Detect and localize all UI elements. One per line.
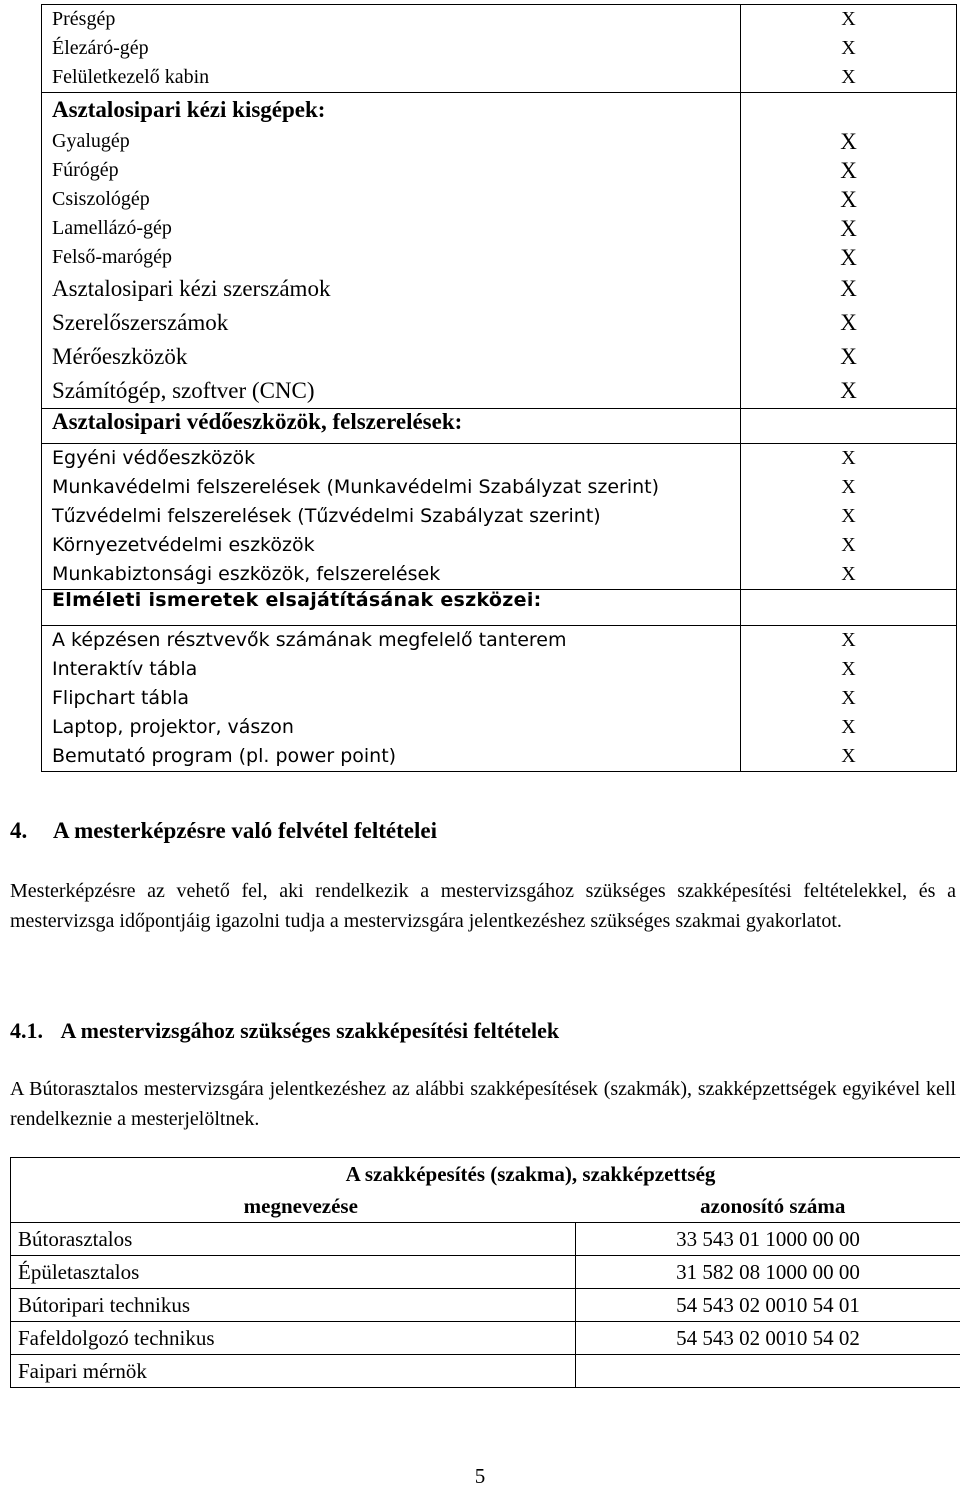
- column-header-name: megnevezése: [243, 1194, 358, 1218]
- equipment-item: Élezáró-gép: [52, 37, 149, 59]
- small-tools-header: Asztalosipari kézi kisgépek:: [52, 97, 326, 122]
- qualification-name: Épületasztalos: [11, 1256, 576, 1289]
- qualification-id: 54 543 02 0010 54 01: [576, 1289, 960, 1322]
- equipment-item: Asztalosipari kézi szerszámok: [52, 276, 331, 301]
- equipment-item: Bemutató program (pl. power point): [52, 745, 397, 767]
- check-mark: X: [840, 344, 857, 369]
- check-mark: X: [841, 629, 856, 651]
- equipment-item: Interaktív tábla: [52, 658, 198, 680]
- table-row: [11, 1223, 960, 1256]
- group4-items: [42, 626, 741, 772]
- section-4-heading: [10, 818, 437, 844]
- group2-items: [42, 93, 741, 409]
- equipment-item: Egyéni védőeszközök: [52, 447, 256, 469]
- equipment-item: Csiszológép: [52, 188, 150, 210]
- qualification-id: 33 543 01 1000 00 00: [576, 1223, 960, 1256]
- check-mark: X: [841, 476, 856, 498]
- check-mark: X: [840, 129, 857, 154]
- section-title: A mesterképzésre való felvétel feltételei: [53, 818, 437, 843]
- group2-marks: [741, 93, 957, 409]
- check-mark: X: [841, 66, 856, 88]
- page-number: 5: [474, 1464, 486, 1488]
- equipment-item: Flipchart tábla: [52, 687, 190, 709]
- qualification-id: 54 543 02 0010 54 02: [576, 1322, 960, 1355]
- equipment-item: Présgép: [52, 8, 116, 30]
- header-line: A szakképesítés (szakma), szakképzettség: [345, 1162, 716, 1186]
- check-mark: X: [841, 716, 856, 738]
- equipment-item: Fúrógép: [52, 159, 119, 181]
- equipment-item: Szerelőszerszámok: [52, 310, 229, 335]
- table-row: [11, 1322, 960, 1355]
- qualification-name: Bútoripari technikus: [11, 1289, 576, 1322]
- equipment-item: Lamellázó-gép: [52, 217, 172, 239]
- check-mark: X: [841, 447, 856, 469]
- equipment-item: Munkabiztonsági eszközök, felszerelések: [52, 563, 441, 585]
- column-header-id: azonosító száma: [700, 1194, 846, 1218]
- qualification-table: [10, 1157, 960, 1388]
- table-row: [11, 1256, 960, 1289]
- group3-items: [42, 444, 741, 590]
- check-mark: X: [841, 687, 856, 709]
- check-mark: X: [840, 245, 857, 270]
- section-number: 4.1.: [10, 1018, 43, 1043]
- equipment-item: Környezetvédelmi eszközök: [52, 534, 315, 556]
- equipment-item: Mérőeszközök: [52, 344, 188, 369]
- check-mark: X: [841, 658, 856, 680]
- section-4-1-paragraph: A Bútorasztalos mestervizsgára jelentkezéshez az alábbi szakképesítések (szakmák), szakképzettségek egyikével kell rendelkeznie a mesterjelöltnek.: [10, 1078, 956, 1130]
- section-number: 4.: [10, 818, 28, 843]
- qualification-id: 31 582 08 1000 00 00: [576, 1256, 960, 1289]
- equipment-item: Gyalugép: [52, 130, 130, 152]
- check-mark: X: [840, 276, 857, 301]
- equipment-item: Felső-marógép: [52, 246, 172, 268]
- qualification-name: Fafeldolgozó technikus: [11, 1322, 576, 1355]
- table-row: [11, 1355, 960, 1388]
- section-4-1-heading: [10, 1018, 559, 1044]
- check-mark: X: [840, 216, 857, 241]
- section-4-paragraph: Mesterképzésre az vehető fel, aki rendelkezik a mestervizsgához szükséges szakképesítési feltételekkel, és a mestervizsga időpontjáig igazolni tudja a mestervizsgára jelentkezéshez szükséges szakmai gyakorlatot.: [10, 880, 956, 932]
- theory-header: Elméleti ismeretek elsajátításának eszközei:: [42, 590, 741, 626]
- check-mark: X: [840, 187, 857, 212]
- qualification-name: Bútorasztalos: [11, 1223, 576, 1256]
- equipment-item: Tűzvédelmi felszerelések (Tűzvédelmi Szabályzat szerint): [52, 505, 601, 527]
- protective-header: Asztalosipari védőeszközök, felszerelések:: [42, 409, 741, 444]
- equipment-item: Felületkezelő kabin: [52, 66, 210, 88]
- check-mark: X: [841, 534, 856, 556]
- equipment-item: Munkavédelmi felszerelések (Munkavédelmi Szabályzat szerint): [52, 476, 660, 498]
- qualification-id: [576, 1355, 960, 1388]
- table-row: [11, 1289, 960, 1322]
- group3-marks: [741, 444, 957, 590]
- equipment-item: Számítógép, szoftver (CNC): [52, 378, 315, 403]
- equipment-table: [41, 4, 957, 772]
- equipment-item: Laptop, projektor, vászon: [52, 716, 294, 738]
- check-mark: X: [841, 8, 856, 30]
- check-mark: X: [841, 37, 856, 59]
- qualification-name: Faipari mérnök: [11, 1355, 576, 1388]
- check-mark: X: [841, 563, 856, 585]
- qualification-header: [11, 1158, 960, 1223]
- check-mark: X: [840, 378, 857, 403]
- group1-items: [42, 5, 741, 93]
- group4-marks: [741, 626, 957, 772]
- check-mark: X: [840, 158, 857, 183]
- equipment-item: A képzésen résztvevők számának megfelelő tanterem: [52, 629, 567, 651]
- check-mark: X: [841, 745, 856, 767]
- section-title: A mestervizsgához szükséges szakképesítési feltételek: [60, 1018, 560, 1043]
- check-mark: X: [840, 310, 857, 335]
- group1-marks: [741, 5, 957, 93]
- check-mark: X: [841, 505, 856, 527]
